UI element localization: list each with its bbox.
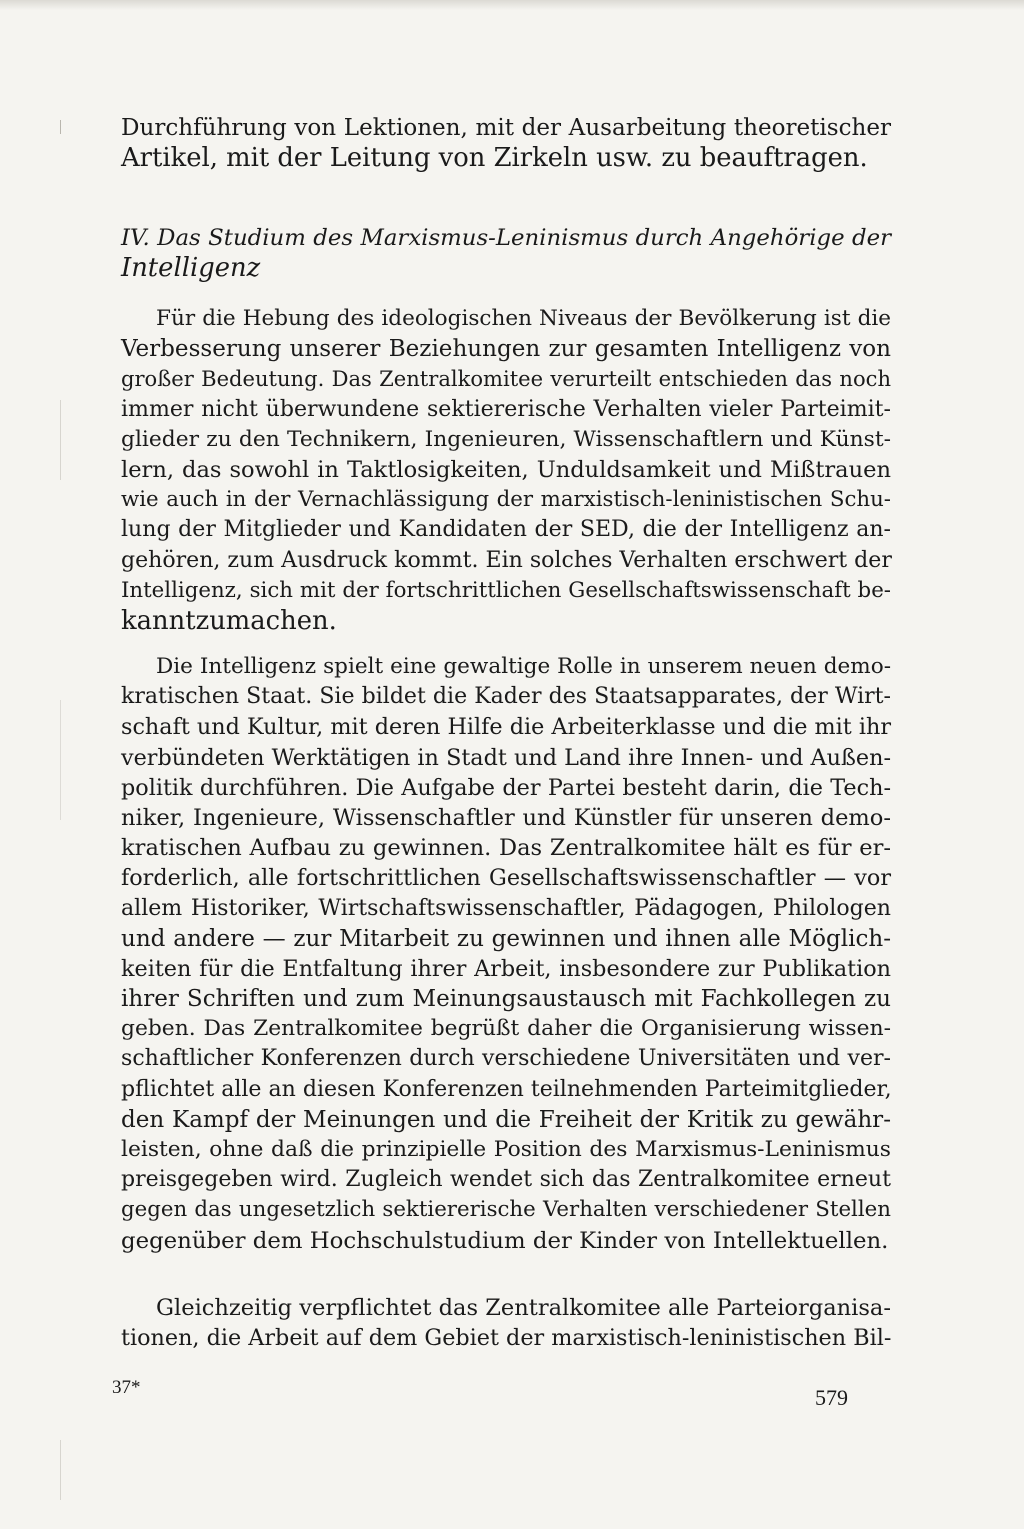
text-line: preisgegeben wird. Zugleich wendet sich das Zentralkomitee erneut <box>121 1167 891 1193</box>
heading-line: IV. Das Studium des Marxismus-Leninismus durch Angehörige der <box>121 225 891 251</box>
text-line: lung der Mitglieder und Kandidaten der SED, die der Intelligenz an- <box>121 517 891 543</box>
margin-mark <box>60 120 61 134</box>
paragraph-2 <box>121 652 891 1256</box>
text-line: politik durchführen. Die Aufgabe der Partei besteht darin, die Tech- <box>121 774 891 801</box>
margin-mark <box>60 700 61 820</box>
text-line: Durchführung von Lektionen, mit der Ausarbeitung theoretischer <box>121 115 891 141</box>
text-line: niker, Ingenieure, Wissenschaftler und Künstler für unseren demo- <box>121 804 891 831</box>
text-line: Für die Hebung des ideologischen Niveaus der Bevölkerung ist die <box>156 306 891 331</box>
text-line: schaftlicher Konferenzen durch verschiedene Universitäten und ver- <box>121 1046 891 1072</box>
intro-paragraph <box>121 113 891 173</box>
text-line: Die Intelligenz spielt eine gewaltige Rolle in unserem neuen demo- <box>156 654 891 679</box>
text-line: allem Historiker, Wirtschaftswissenschaftler, Pädagogen, Philologen <box>121 895 891 921</box>
text-line: großer Bedeutung. Das Zentralkomitee verurteilt entschieden das noch <box>121 366 891 392</box>
text-line: Gleichzeitig verpflichtet das Zentralkomitee alle Parteiorganisa- <box>156 1295 891 1321</box>
paragraph-1 <box>121 304 891 636</box>
text-line: den Kampf der Meinungen und die Freiheit der Kritik zu gewähr- <box>121 1106 891 1133</box>
text-line: gegenüber dem Hochschulstudium der Kinder von Intellektuellen. <box>121 1227 889 1254</box>
text-line: verbündeten Werktätigen in Stadt und Land ihre Innen- und Außen- <box>121 744 891 771</box>
text-line: wie auch in der Vernachlässigung der marxistisch-leninistischen Schu- <box>121 487 891 513</box>
page-top-shadow <box>0 0 1024 10</box>
text-line: Artikel, mit der Leitung von Zirkeln usw. zu beauftragen. <box>121 143 868 174</box>
text-line: immer nicht überwundene sektiererische Verhalten vieler Parteimit- <box>121 396 891 422</box>
text-line: pflichtet alle an diesen Konferenzen teilnehmenden Parteimitglieder, <box>121 1076 892 1102</box>
text-line: glieder zu den Technikern, Ingenieuren, Wissenschaftlern und Künst- <box>121 426 891 452</box>
text-line: forderlich, alle fortschrittlichen Gesellschaftswissenschaftler — vor <box>121 865 891 892</box>
signature-mark: 37* <box>112 1377 141 1398</box>
text-line: kratischen Staat. Sie bildet die Kader des Staatsapparates, der Wirt- <box>121 684 891 710</box>
section-heading <box>121 223 891 283</box>
margin-mark <box>60 400 61 480</box>
margin-mark <box>60 1440 61 1500</box>
text-line: lern, das sowohl in Taktlosigkeiten, Unduldsamkeit und Mißtrauen <box>121 456 891 483</box>
text-line: gegen das ungesetzlich sektiererische Verhalten verschiedener Stellen <box>121 1197 891 1223</box>
text-line: kratischen Aufbau zu gewinnen. Das Zentralkomitee hält es für er- <box>121 835 891 862</box>
text-line: leisten, ohne daß die prinzipielle Position des Marxismus-Leninismus <box>121 1137 891 1162</box>
text-line: kanntzumachen. <box>121 605 337 636</box>
page-number: 579 <box>815 1385 848 1410</box>
text-line: Intelligenz, sich mit der fortschrittlichen Gesellschaftswissenschaft be- <box>121 577 891 603</box>
text-line: gehören, zum Ausdruck kommt. Ein solches Verhalten erschwert der <box>121 547 892 573</box>
text-line: und andere — zur Mitarbeit zu gewinnen und ihnen alle Möglich- <box>121 925 891 952</box>
text-line: tionen, die Arbeit auf dem Gebiet der marxistisch-leninistischen Bil- <box>121 1325 892 1352</box>
text-line: schaft und Kultur, mit deren Hilfe die Arbeiterklasse und die mit ihr <box>121 714 891 741</box>
text-line: Verbesserung unserer Beziehungen zur gesamten Intelligenz von <box>121 336 891 363</box>
text-line: geben. Das Zentralkomitee begrüßt daher die Organisierung wissen- <box>121 1016 891 1042</box>
heading-line: Intelligenz <box>121 253 261 284</box>
paragraph-3 <box>121 1293 891 1353</box>
text-line: ihrer Schriften und zum Meinungsaustausch mit Fachkollegen zu <box>121 986 891 1013</box>
text-line: keiten für die Entfaltung ihrer Arbeit, insbesondere zur Publikation <box>121 955 891 982</box>
